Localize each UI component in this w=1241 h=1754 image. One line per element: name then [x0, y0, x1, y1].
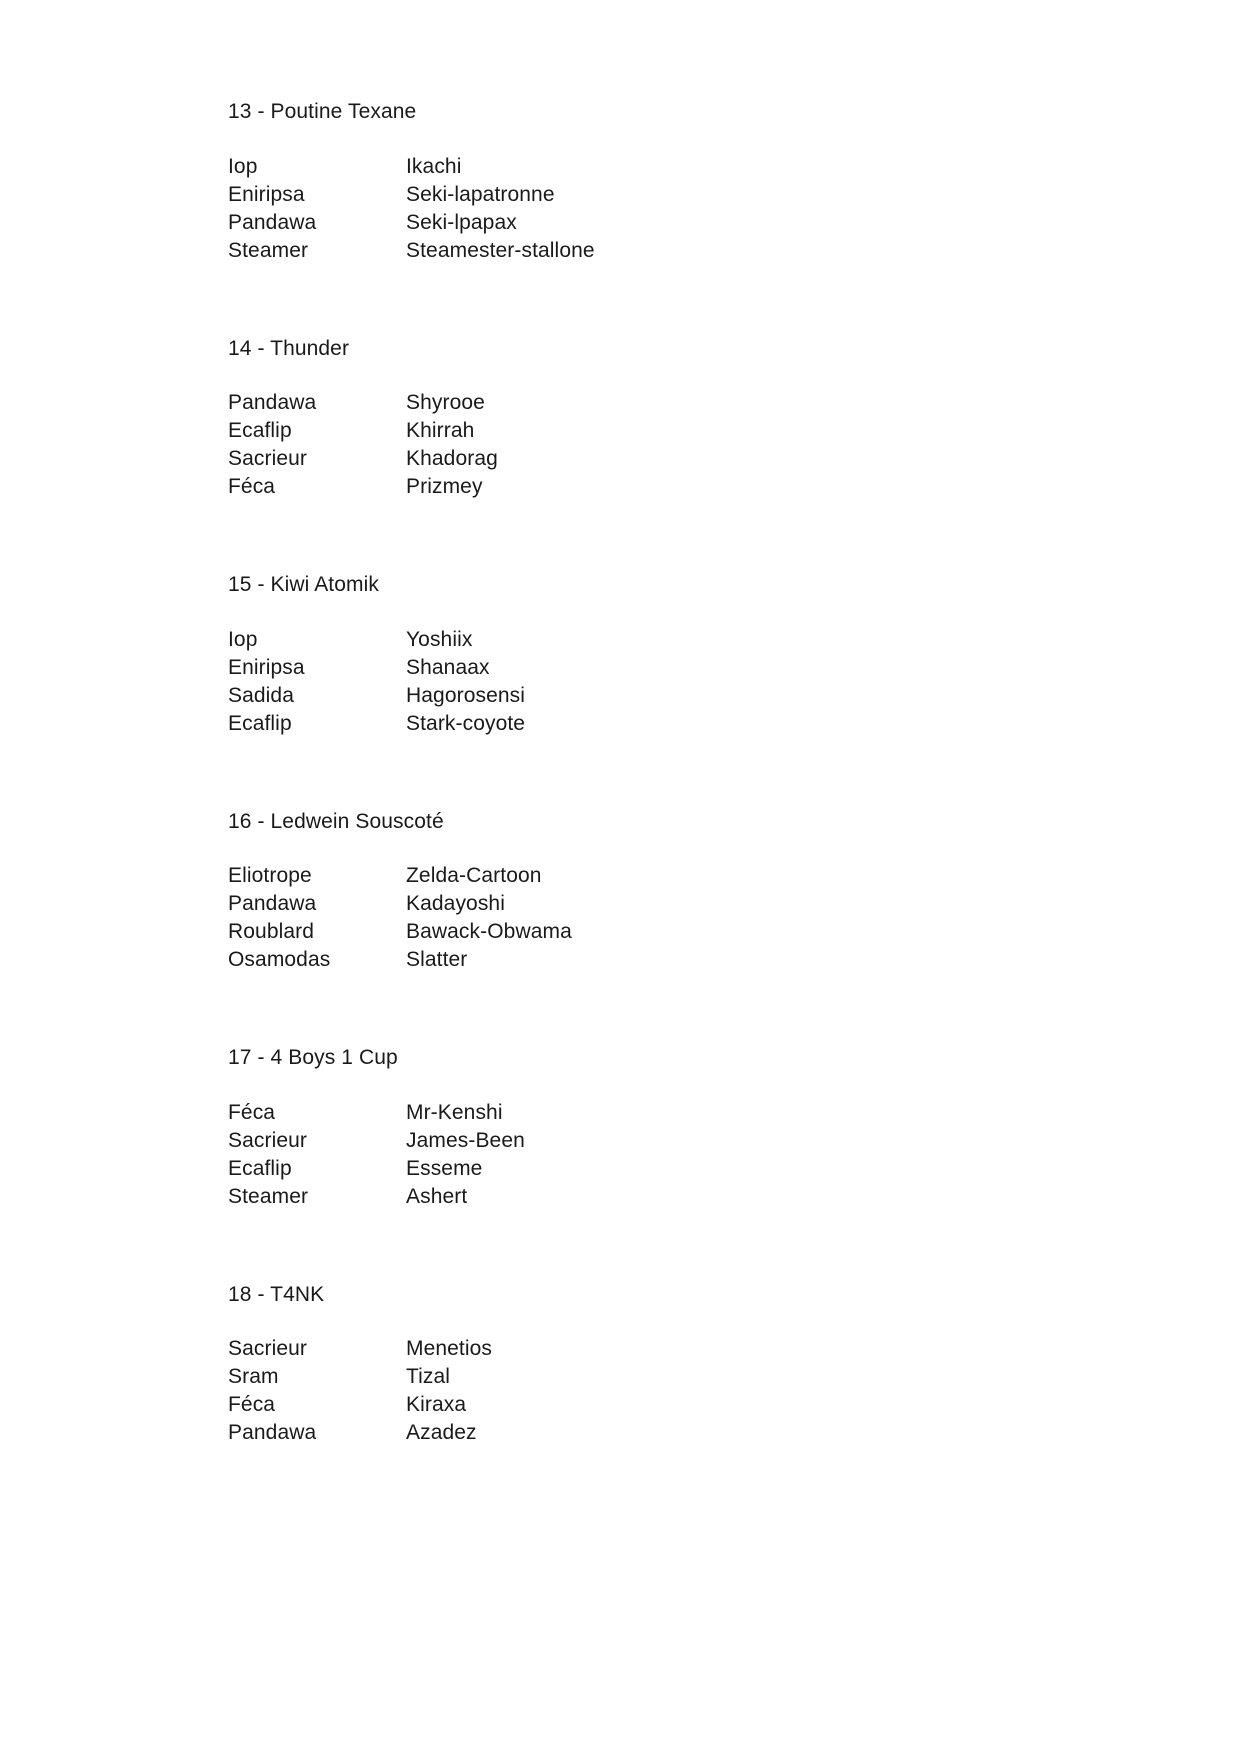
roster-row: [228, 237, 1088, 265]
roster-row: [228, 473, 1088, 501]
roster-row: [228, 1335, 1088, 1363]
member-class: Pandawa: [228, 892, 317, 915]
member-name: Steamester-stallone: [406, 238, 595, 262]
team-heading: 17 - 4 Boys 1 Cup: [228, 1046, 398, 1069]
member-class: Ecaflip: [228, 711, 292, 735]
roster-row: [228, 626, 1088, 654]
member-class: Osamodas: [228, 948, 331, 971]
member-class: Pandawa: [228, 1421, 317, 1444]
roster-row: [228, 1183, 1088, 1211]
member-class: Ecaflip: [228, 419, 292, 442]
team-heading: 13 - Poutine Texane: [228, 100, 417, 123]
member-name: Khadorag: [406, 447, 498, 470]
member-class: Pandawa: [228, 210, 317, 234]
member-class: Féca: [228, 1393, 276, 1416]
team-heading: 15 - Kiwi Atomik: [228, 573, 379, 596]
team-block: [228, 806, 1088, 975]
roster-row: [228, 918, 1088, 946]
team-roster: [228, 1099, 1088, 1211]
member-name: Kiraxa: [406, 1393, 467, 1416]
roster-row: [228, 946, 1088, 974]
team-heading: 18 - T4NK: [228, 1282, 325, 1306]
member-name: Zelda-Cartoon: [406, 864, 542, 887]
roster-row: [228, 1099, 1088, 1127]
member-class: Iop: [228, 627, 258, 651]
member-name: Mr-Kenshi: [406, 1100, 503, 1124]
roster-row: [228, 654, 1088, 682]
member-name: Stark-coyote: [406, 711, 526, 735]
roster-row: [228, 1155, 1088, 1183]
member-name: Tizal: [406, 1365, 451, 1388]
team-block: [228, 569, 1088, 738]
member-class: Eliotrope: [228, 864, 312, 887]
roster-row: [228, 417, 1088, 445]
member-class: Pandawa: [228, 391, 317, 414]
team-block: [228, 1042, 1088, 1211]
member-class: Féca: [228, 1100, 276, 1124]
roster-row: [228, 1363, 1088, 1391]
member-name: Hagorosensi: [406, 683, 525, 707]
member-class: Sadida: [228, 683, 294, 707]
team-roster: [228, 1335, 1088, 1447]
member-name: Bawack-Obwama: [406, 920, 572, 943]
member-name: James-Been: [406, 1128, 525, 1152]
team-heading: 14 - Thunder: [228, 336, 350, 360]
team-block: [228, 96, 1088, 265]
member-name: Khirrah: [406, 419, 475, 442]
team-roster: [228, 389, 1088, 501]
roster-row: [228, 1391, 1088, 1419]
roster-row: [228, 209, 1088, 237]
roster-row: [228, 682, 1088, 710]
member-name: Menetios: [406, 1337, 493, 1360]
roster-document-body: [228, 96, 1088, 1447]
roster-row: [228, 153, 1088, 181]
member-name: Esseme: [406, 1156, 483, 1180]
roster-row: [228, 890, 1088, 918]
roster-row: [228, 181, 1088, 209]
member-name: Slatter: [406, 948, 468, 971]
member-name: Ashert: [406, 1184, 468, 1208]
roster-row: [228, 710, 1088, 738]
member-class: Sacrieur: [228, 1337, 307, 1360]
member-class: Iop: [228, 154, 258, 178]
member-name: Azadez: [406, 1421, 477, 1444]
roster-row: [228, 862, 1088, 890]
member-class: Eniripsa: [228, 655, 305, 679]
member-class: Sacrieur: [228, 1128, 307, 1152]
team-roster: [228, 862, 1088, 974]
member-class: Sacrieur: [228, 447, 307, 470]
member-class: Steamer: [228, 238, 309, 262]
member-class: Steamer: [228, 1184, 309, 1208]
member-class: Roublard: [228, 920, 315, 943]
member-name: Shyrooe: [406, 391, 485, 414]
team-heading: 16 - Ledwein Souscoté: [228, 809, 444, 833]
member-name: Seki-lapatronne: [406, 182, 555, 206]
team-block: [228, 333, 1088, 502]
roster-row: [228, 389, 1088, 417]
team-block: [228, 1279, 1088, 1448]
team-roster: [228, 626, 1088, 738]
roster-row: [228, 445, 1088, 473]
member-name: Kadayoshi: [406, 892, 505, 915]
roster-row: [228, 1127, 1088, 1155]
member-class: Eniripsa: [228, 182, 305, 206]
member-name: Yoshiix: [406, 627, 473, 651]
member-class: Sram: [228, 1365, 279, 1388]
member-name: Shanaax: [406, 655, 490, 679]
member-name: Seki-lpapax: [406, 210, 517, 234]
roster-row: [228, 1419, 1088, 1447]
member-name: Prizmey: [406, 475, 483, 498]
team-roster: [228, 153, 1088, 265]
member-name: Ikachi: [406, 154, 462, 178]
member-class: Ecaflip: [228, 1156, 292, 1180]
member-class: Féca: [228, 475, 276, 498]
